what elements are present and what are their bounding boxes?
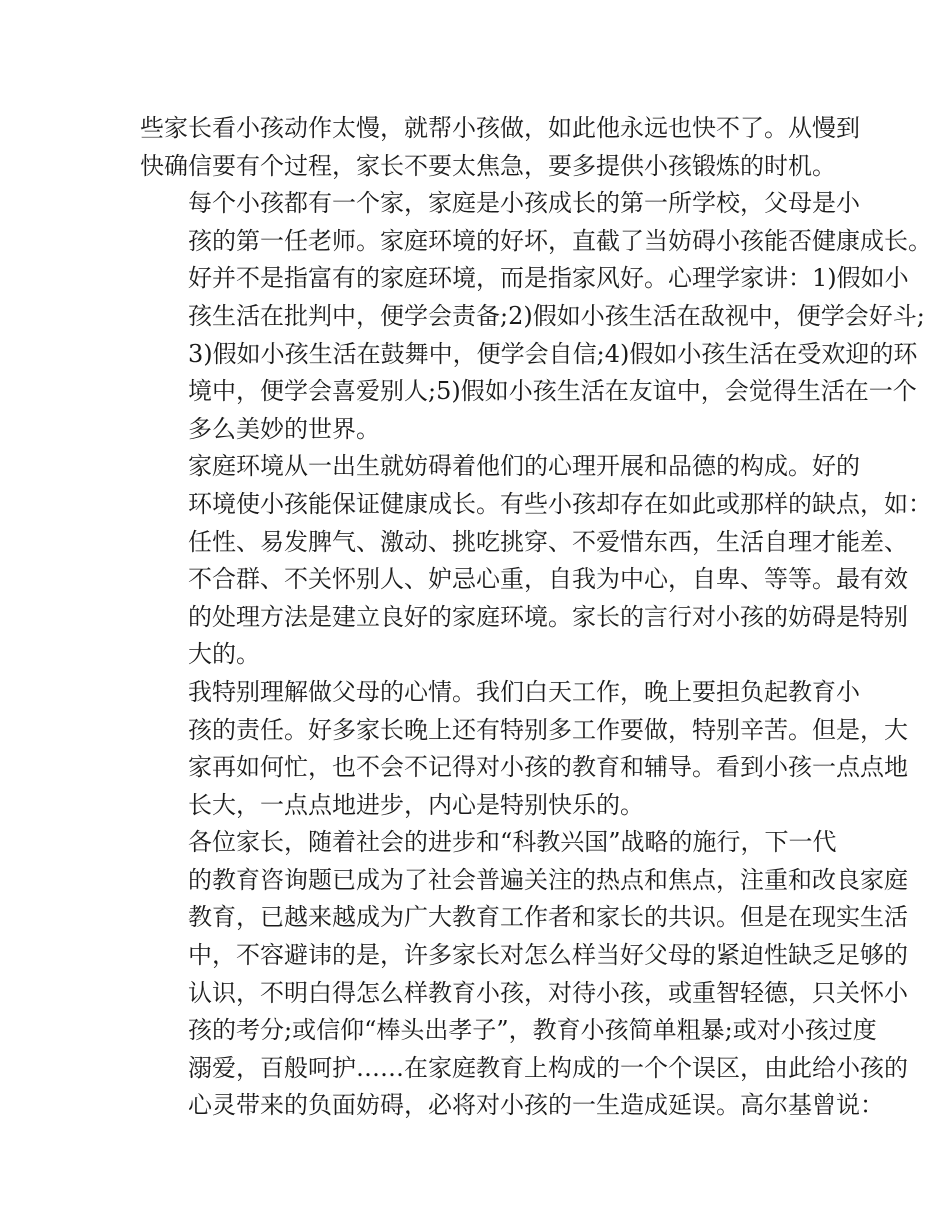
text-line: 孩的第一任老师。家庭环境的好坏，直截了当妨碍小孩能否健康成长。 xyxy=(188,226,932,255)
text-line: 各位家长，随着社会的进步和“科教兴国”战略的施行，下一代 xyxy=(188,828,837,857)
text-line: 我特别理解做父母的心情。我们白天工作，晚上要担负起教育小 xyxy=(188,677,860,706)
text-line: 多么美妙的世界。 xyxy=(188,414,380,443)
text-line: 孩生活在批判中，便学会责备;2)假如小孩生活在敌视中，便学会好斗; xyxy=(188,301,925,330)
text-line: 家庭环境从一出生就妨碍着他们的心理开展和品德的构成。好的 xyxy=(188,452,860,481)
text-line: 的处理方法是建立良好的家庭环境。家长的言行对小孩的妨碍是特别 xyxy=(188,602,908,631)
text-line: 好并不是指富有的家庭环境，而是指家风好。心理学家讲：1)假如小 xyxy=(188,264,909,293)
text-line: 的教育咨询题已成为了社会普遍关注的热点和焦点，注重和改良家庭 xyxy=(188,865,908,894)
text-line: 教育，已越来越成为广大教育工作者和家长的共识。但是在现实生活 xyxy=(188,903,908,932)
paragraph-3 xyxy=(140,448,932,674)
text-line: 环境使小孩能保证健康成长。有些小孩却存在如此或那样的缺点，如： xyxy=(188,489,932,518)
text-line: 中，不容避讳的是，许多家长对怎么样当好父母的紧迫性缺乏足够的 xyxy=(188,941,908,970)
text-line: 心灵带来的负面妨碍，必将对小孩的一生造成延误。高尔基曾说： xyxy=(188,1091,884,1120)
paragraph-5 xyxy=(140,824,908,1125)
paragraph-1 xyxy=(140,110,860,185)
text-line: 孩的考分;或信仰“棒头出孝子”，教育小孩简单粗暴;或对小孩过度 xyxy=(188,1016,877,1045)
text-line: 快确信要有个过程，家长不要太焦急，要多提供小孩锻炼的时机。 xyxy=(140,151,836,180)
text-line: 每个小孩都有一个家，家庭是小孩成长的第一所学校，父母是小 xyxy=(188,189,860,218)
text-line: 家再如何忙，也不会不记得对小孩的教育和辅导。看到小孩一点点地 xyxy=(188,753,908,782)
text-line: 3)假如小孩生活在鼓舞中，便学会自信;4)假如小孩生活在受欢迎的环 xyxy=(188,339,918,368)
text-line: 认识，不明白得怎么样教育小孩，对待小孩，或重智轻德，只关怀小 xyxy=(188,978,908,1007)
text-line: 境中，便学会喜爱别人;5)假如小孩生活在友谊中，会觉得生活在一个 xyxy=(188,377,917,406)
text-line: 不合群、不关怀别人、妒忌心重，自我为中心，自卑、等等。最有效 xyxy=(188,565,908,594)
text-line: 些家长看小孩动作太慢，就帮小孩做，如此他永远也快不了。从慢到 xyxy=(140,114,860,142)
paragraph-2 xyxy=(140,185,932,448)
text-line: 孩的责任。好多家长晚上还有特别多工作要做，特别辛苦。但是，大 xyxy=(188,715,908,744)
paragraph-4 xyxy=(140,674,908,824)
text-line: 溺爱，百般呵护……在家庭教育上构成的一个个误区，由此给小孩的 xyxy=(188,1053,908,1082)
document-body xyxy=(140,110,932,1125)
text-line: 任性、易发脾气、激动、挑吃挑穿、不爱惜东西，生活自理才能差、 xyxy=(188,527,908,556)
text-line: 长大，一点点地进步，内心是特别快乐的。 xyxy=(188,790,644,819)
text-line: 大的。 xyxy=(188,640,260,669)
